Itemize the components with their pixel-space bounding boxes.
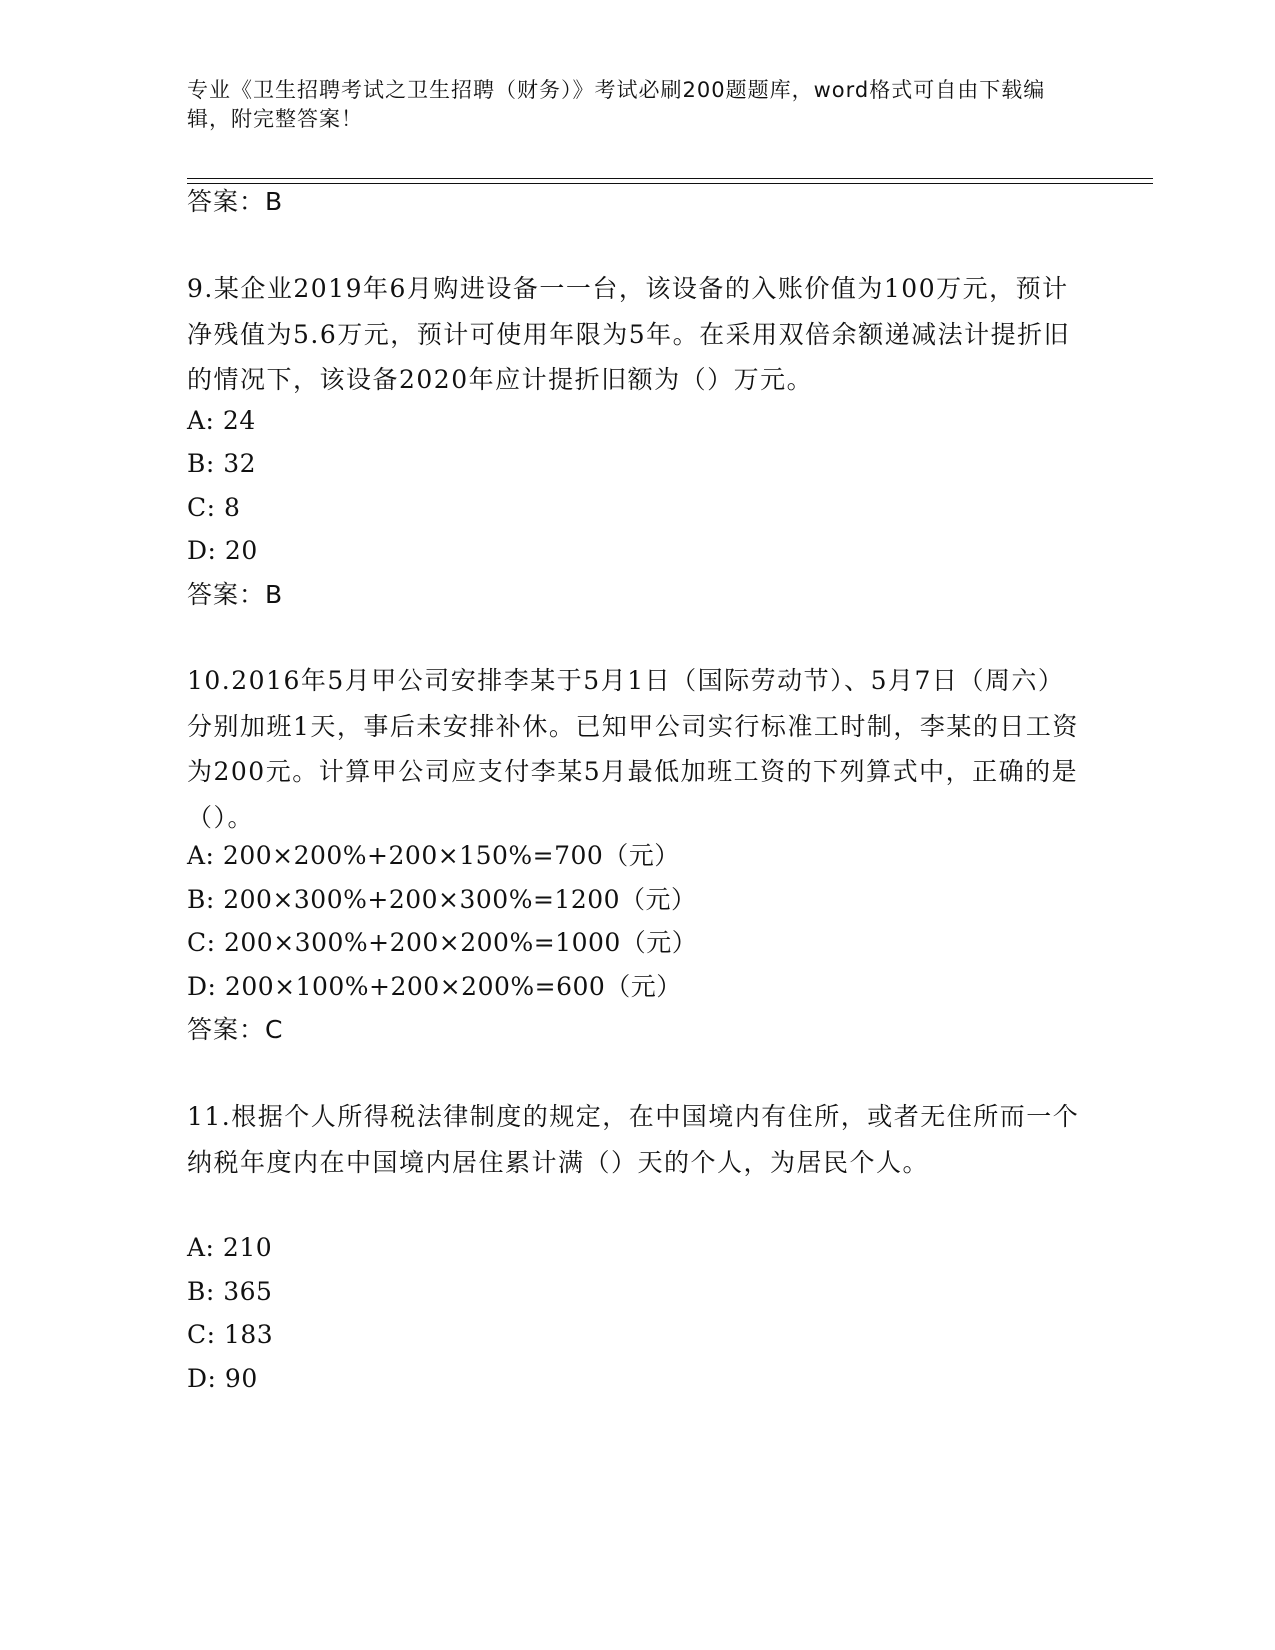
question-9-option-d: D: 20 [187,536,258,565]
question-10-option-a: A: 200×200%+200×150%=700（元） [187,841,680,870]
question-11-text: 11.根据个人所得税法律制度的规定，在中国境内有住所，或者无住所而一个纳税年度内在中国境内居住累计满（）天的个人，为居民个人。 [187,1102,1080,1177]
answer-label: 答案： [187,187,266,216]
question-10-option-d: D: 200×100%+200×200%=600（元） [187,972,682,1001]
answer-value: B [265,187,284,216]
question-10-option-c: C: 200×300%+200×200%=1000（元） [187,928,698,957]
question-9-option-c: C: 8 [187,493,241,522]
question-11-option-a: A: 210 [187,1233,273,1262]
question-9-answer [187,580,283,610]
answer-label: 答案： [187,580,266,609]
document-header: 专业《卫生招聘考试之卫生招聘（财务）》考试必刷200题题库，word格式可自由下载编辑，附完整答案！ [187,78,1046,131]
question-11-option-c: C: 183 [187,1320,274,1349]
answer-line [187,187,283,217]
question-10-answer [187,1015,283,1045]
question-9-text: 9.某企业2019年6月购进设备一一台，该设备的入账价值为100万元，预计净残值为5.6万元，预计可使用年限为5年。在采用双倍余额递减法计提折旧的情况下，该设备2020年应计提折旧额为（）万元。 [187,274,1071,394]
answer-value: C [265,1015,284,1044]
question-11-option-d: D: 90 [187,1364,258,1393]
question-10-text: 10.2016年5月甲公司安排李某于5月1日（国际劳动节）、5月7日（周六）分别加班1天，事后未安排补休。已知甲公司实行标准工时制，李某的日工资为200元。计算甲公司应支付李某5月最低加班工资的下列算式中，正确的是（）。 [187,666,1079,832]
answer-value: B [265,580,284,609]
question-11-option-b: B: 365 [187,1277,273,1306]
header-rule-top [187,178,1153,179]
question-9-option-a: A: 24 [187,406,256,435]
header-rule-bottom [187,183,1153,184]
question-10-option-b: B: 200×300%+200×300%=1200（元） [187,885,697,914]
question-9-option-b: B: 32 [187,449,257,478]
answer-label: 答案： [187,1015,266,1044]
